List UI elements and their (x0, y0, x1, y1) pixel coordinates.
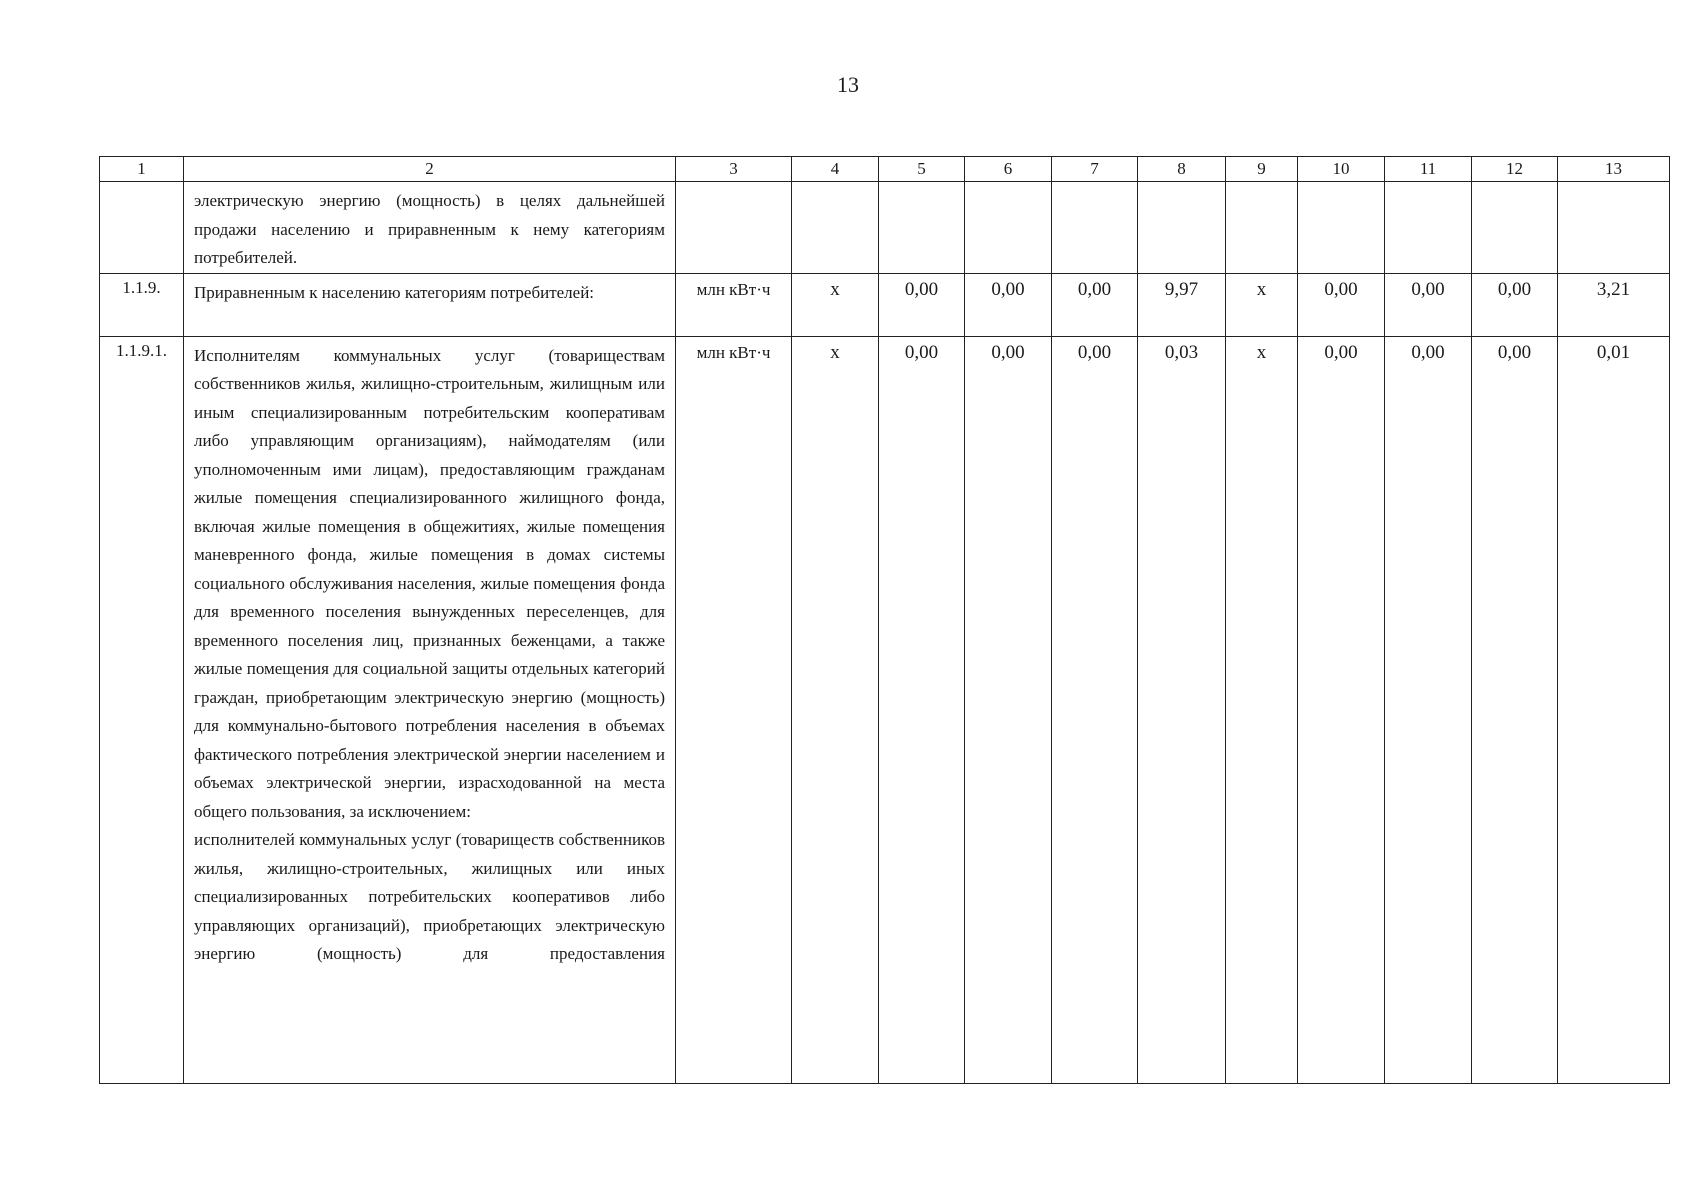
column-header: 1 (100, 157, 184, 182)
table-row (100, 336, 1670, 1083)
column-header: 13 (1558, 157, 1670, 182)
column-header: 11 (1385, 157, 1472, 182)
table-row (100, 182, 1670, 274)
cell-col-11 (1385, 182, 1472, 274)
cell-col-6 (965, 182, 1052, 274)
column-header: 10 (1298, 157, 1385, 182)
cell-col-9: х (1226, 336, 1298, 1083)
data-table (99, 156, 1670, 1084)
column-header: 3 (676, 157, 792, 182)
page-number: 13 (837, 72, 859, 97)
row-code (100, 182, 184, 274)
cell-col-11: 0,00 (1385, 273, 1472, 336)
column-header: 8 (1138, 157, 1226, 182)
cell-col-4 (792, 182, 879, 274)
column-header: 7 (1052, 157, 1138, 182)
cell-col-12: 0,00 (1472, 273, 1558, 336)
row-unit: млн кВт·ч (676, 336, 792, 1083)
cell-col-7: 0,00 (1052, 273, 1138, 336)
column-header: 5 (879, 157, 965, 182)
cell-col-12: 0,00 (1472, 336, 1558, 1083)
cell-col-5: 0,00 (879, 273, 965, 336)
cell-col-4: х (792, 273, 879, 336)
row-description: Приравненным к населению категориям потребителей: (184, 273, 676, 336)
description-paragraph: исполнителей коммунальных услуг (товариществ собственников жилья, жилищно-строительных, жилищных или иных специализированных потребительских кооперативов либо управляющих организаций), приобретающих электрическую энергию (мощность) для предоставления (194, 830, 665, 963)
cell-col-8: 0,03 (1138, 336, 1226, 1083)
table-header-row (100, 157, 1670, 182)
row-code: 1.1.9.1. (100, 336, 184, 1083)
description-paragraph: Исполнителям коммунальных услуг (товариществам собственников жилья, жилищно-строительным, жилищным или иным специализированным потребительским кооперативам либо управляющим организациям), наймодателям (или уполномоченным ими лицам), предоставляющим гражданам жилые помещения специализированного жилищного фонда, включая жилые помещения в общежитиях, жилые помещения маневренного фонда, жилые помещения в домах системы социального обслуживания населения, жилые помещения фонда для временного поселения вынужденных переселенцев, для временного поселения лиц, признанных беженцами, а также жилые помещения для социальной защиты отдельных категорий граждан, приобретающим электрическую энергию (мощность) для коммунально-бытового потребления населения в объемах фактического потребления электрической энергии населением и объемах электрической энергии, израсходованной на места общего пользования, за исключением: (194, 345, 665, 821)
column-header: 6 (965, 157, 1052, 182)
cell-col-6: 0,00 (965, 336, 1052, 1083)
column-header: 4 (792, 157, 879, 182)
cell-col-11: 0,00 (1385, 336, 1472, 1083)
cell-col-7: 0,00 (1052, 336, 1138, 1083)
cell-col-5 (879, 182, 965, 274)
row-description: электрическую энергию (мощность) в целях дальнейшей продажи населению и приравненным к нему категориям потребителей. (184, 182, 676, 274)
cell-col-12 (1472, 182, 1558, 274)
cell-col-13: 3,21 (1558, 273, 1670, 336)
cell-col-13 (1558, 182, 1670, 274)
row-code: 1.1.9. (100, 273, 184, 336)
cell-col-10: 0,00 (1298, 336, 1385, 1083)
cell-col-8: 9,97 (1138, 273, 1226, 336)
column-header: 12 (1472, 157, 1558, 182)
cell-col-4: х (792, 336, 879, 1083)
cell-col-9 (1226, 182, 1298, 274)
cell-col-13: 0,01 (1558, 336, 1670, 1083)
table-row (100, 273, 1670, 336)
cell-col-5: 0,00 (879, 336, 965, 1083)
column-header: 9 (1226, 157, 1298, 182)
cell-col-10: 0,00 (1298, 273, 1385, 336)
row-unit: млн кВт·ч (676, 273, 792, 336)
cell-col-9: х (1226, 273, 1298, 336)
row-unit (676, 182, 792, 274)
cell-col-8 (1138, 182, 1226, 274)
row-description (184, 336, 676, 1083)
cell-col-10 (1298, 182, 1385, 274)
cell-col-6: 0,00 (965, 273, 1052, 336)
column-header: 2 (184, 157, 676, 182)
cell-col-7 (1052, 182, 1138, 274)
